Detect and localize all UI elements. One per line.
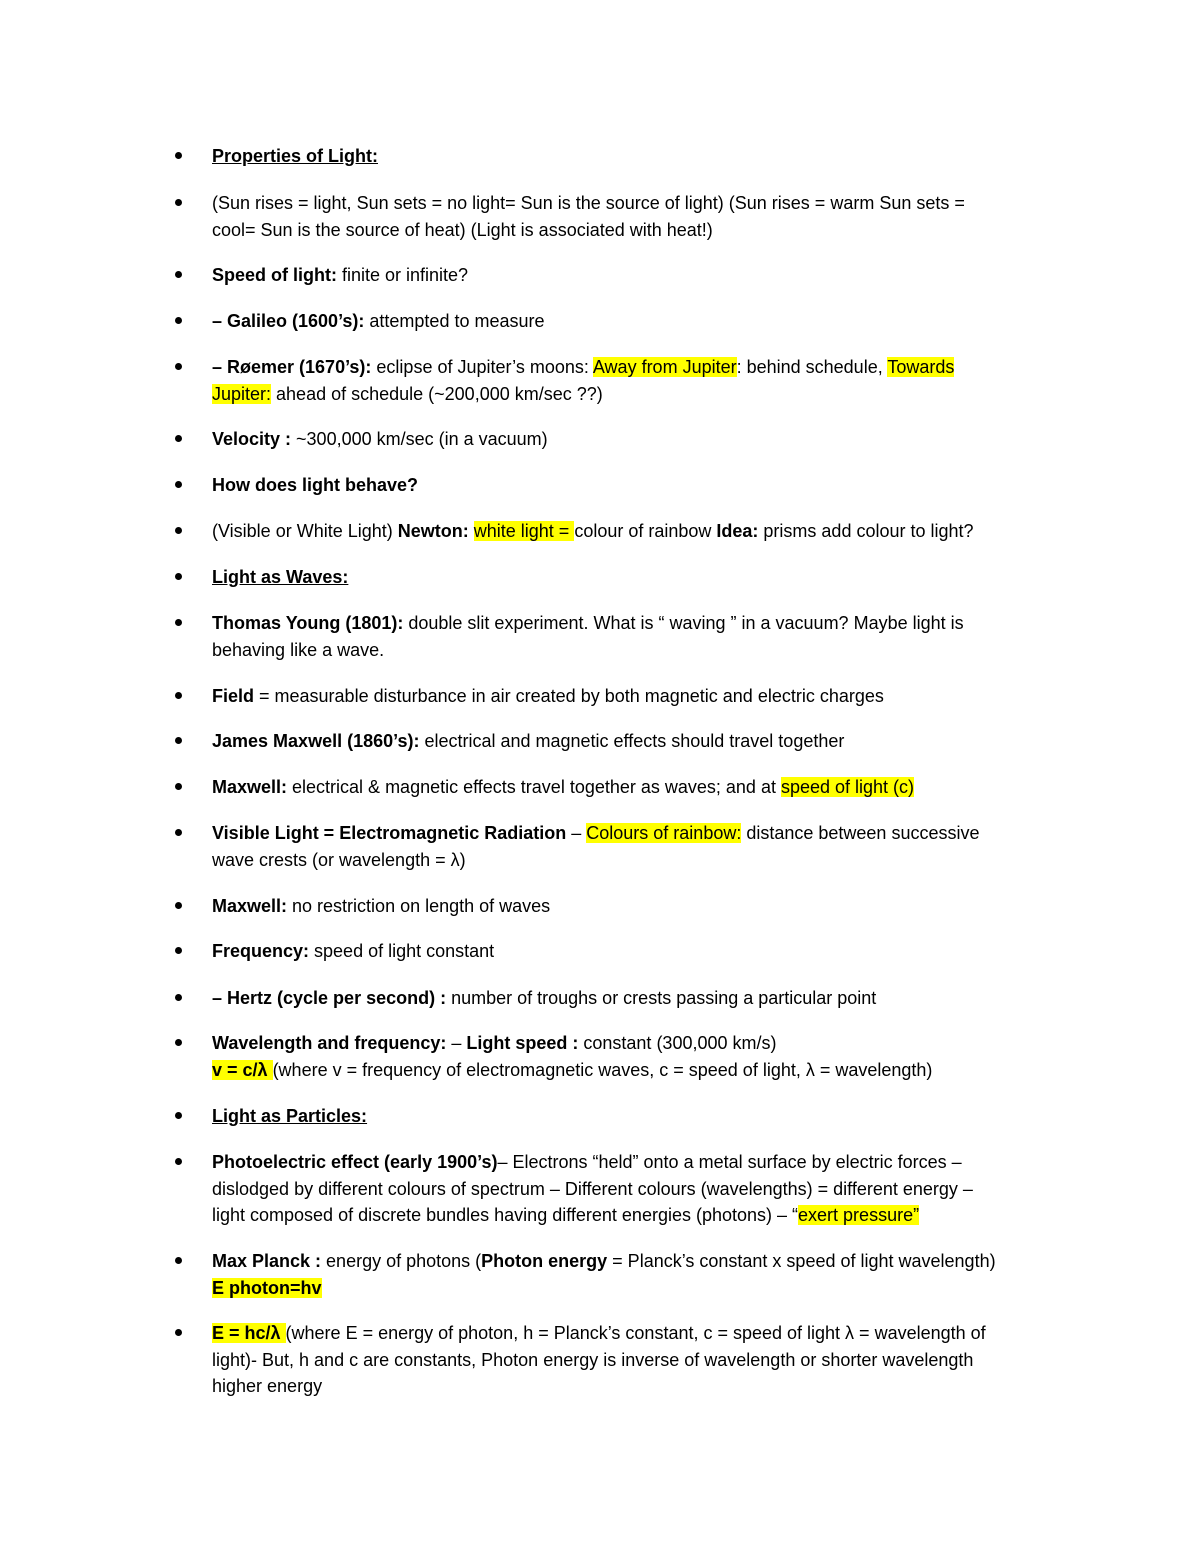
bullet-icon <box>172 262 184 288</box>
bullet-icon <box>172 354 184 380</box>
list-item <box>212 426 1062 453</box>
text-line <box>212 985 1062 1012</box>
text-line <box>212 381 1062 408</box>
text-segment: electrical and magnetic effects should travel together <box>419 731 845 751</box>
list-item <box>212 820 1062 873</box>
text-segment: constant (300,000 km/s) <box>578 1033 777 1053</box>
bold-text: Light as Particles: <box>212 1106 368 1126</box>
text-line <box>212 728 1062 755</box>
highlighted-text: E = hc/λ <box>212 1323 286 1343</box>
text-line <box>212 610 1062 637</box>
list-item <box>212 1320 1062 1400</box>
text-segment <box>469 521 474 541</box>
highlighted-text: speed of light (c) <box>780 777 915 797</box>
bullet-icon <box>172 564 184 590</box>
bullet-icon <box>172 472 184 498</box>
bullet-icon <box>172 1320 184 1346</box>
list-item <box>212 308 1062 335</box>
bold-text: Light as Waves: <box>212 567 349 587</box>
bold-text: Photon energy <box>481 1251 608 1271</box>
bold-text: Visible Light = Electromagnetic Radiation <box>212 823 567 843</box>
text-segment: speed of light constant <box>309 941 495 961</box>
text-segment: = measurable disturbance in air created by both magnetic and electric charges <box>254 686 884 706</box>
list-item <box>212 354 1062 407</box>
text-line <box>212 518 1062 545</box>
highlighted-text: Away from Jupiter <box>592 357 737 377</box>
text-segment: eclipse of Jupiter’s moons: <box>371 357 593 377</box>
text-segment: light)- But, h and c are constants, Photon energy is inverse of wavelength or shorter wavelength <box>212 1349 974 1370</box>
bold-text: – Hertz (cycle per second) : <box>212 988 447 1008</box>
bullet-icon <box>172 518 184 544</box>
bullet-icon <box>172 774 184 800</box>
text-segment: attempted to measure <box>364 311 545 331</box>
text-line <box>212 426 1062 453</box>
text-line <box>212 1030 1062 1057</box>
bold-text: How does light behave? <box>212 475 419 495</box>
text-segment: (Visible or White Light) <box>212 521 398 541</box>
text-line <box>212 1275 1062 1302</box>
text-line <box>212 1149 1062 1176</box>
text-segment: light composed of discrete bundles having different energies (photons) – “ <box>212 1205 799 1225</box>
bullet-icon <box>172 1030 184 1056</box>
bold-text: Thomas Young (1801): <box>212 613 404 633</box>
list-item <box>212 938 1062 965</box>
list-item <box>212 774 1062 801</box>
highlighted-text: v = c/λ <box>212 1059 273 1080</box>
text-line <box>212 847 1062 874</box>
text-segment: cool= Sun is the source of heat) (Light is associated with heat!) <box>212 219 713 240</box>
list-item <box>212 1103 1062 1130</box>
text-segment: higher energy <box>212 1376 323 1396</box>
list-item <box>212 190 1062 243</box>
text-segment: colour of rainbow <box>574 521 717 541</box>
text-line <box>212 820 1062 847</box>
text-segment: electrical & magnetic effects travel together as waves; and at <box>287 777 781 797</box>
bold-text: Field <box>212 686 255 706</box>
text-segment: – <box>446 1033 467 1053</box>
list-item <box>212 518 1062 545</box>
text-segment: wave crests (or wavelength = λ) <box>212 849 466 870</box>
text-line <box>212 1320 1062 1347</box>
list-item <box>212 1248 1062 1301</box>
text-segment: double slit experiment. What is “ waving ” in a vacuum? Maybe light is <box>403 613 964 633</box>
text-line <box>212 1347 1062 1374</box>
text-segment: ahead of schedule (~200,000 km/sec ??) <box>271 383 603 404</box>
list-item <box>212 262 1062 289</box>
bullet-icon <box>172 1149 184 1175</box>
list-item <box>212 143 1062 170</box>
text-segment: (where v = frequency of electromagnetic waves, c = speed of light, λ = wavelength) <box>272 1059 933 1080</box>
text-line <box>212 143 1062 170</box>
text-segment: dislodged by different colours of spectrum – Different colours (wavelengths) = different energy – <box>212 1178 973 1199</box>
bold-text: Photoelectric effect (early 1900’s) <box>212 1152 498 1172</box>
bold-text: Wavelength and frequency: <box>212 1033 447 1053</box>
bullet-icon <box>172 610 184 636</box>
text-segment: = Planck’s constant x speed of light wavelength) <box>607 1251 996 1271</box>
bullet-icon <box>172 143 184 169</box>
bullet-icon <box>172 1103 184 1129</box>
bold-text: Max Planck : <box>212 1251 322 1271</box>
text-line <box>212 938 1062 965</box>
bullet-icon <box>172 985 184 1011</box>
list-item <box>212 1030 1062 1083</box>
bold-text: Speed of light: <box>212 265 337 285</box>
bullet-icon <box>172 728 184 754</box>
bullet-icon <box>172 820 184 846</box>
text-segment: ~300,000 km/sec (in a vacuum) <box>291 429 548 449</box>
bold-text: – Galileo (1600’s): <box>212 311 365 331</box>
text-segment: behaving like a wave. <box>212 639 385 660</box>
text-line <box>212 308 1062 335</box>
text-line <box>212 1176 1062 1203</box>
text-segment: energy of photons ( <box>321 1251 482 1271</box>
bold-text: Maxwell: <box>212 777 288 797</box>
text-line <box>212 217 1062 244</box>
text-segment: : behind schedule, <box>736 357 888 377</box>
text-line <box>212 1103 1062 1130</box>
text-segment: (where E = energy of photon, h = Planck’s constant, c = speed of light λ = wavelength of <box>285 1323 986 1343</box>
bullet-icon <box>172 893 184 919</box>
list-item <box>212 610 1062 663</box>
bullet-icon <box>172 1248 184 1274</box>
list-item <box>212 683 1062 710</box>
highlighted-text: Towards <box>887 357 955 377</box>
text-segment: (Sun rises = light, Sun sets = no light= Sun is the source of light) (Sun rises = warm Sun sets = <box>212 193 965 213</box>
list-item <box>212 472 1062 499</box>
bold-text: Light speed : <box>466 1033 579 1053</box>
text-line <box>212 190 1062 217</box>
list-item <box>212 893 1062 920</box>
bullet-icon <box>172 426 184 452</box>
highlighted-text: exert pressure” <box>798 1205 920 1225</box>
highlighted-text: Jupiter: <box>212 383 272 404</box>
highlighted-text: white light = <box>473 521 575 541</box>
text-line <box>212 683 1062 710</box>
text-segment: – Electrons “held” onto a metal surface by electric forces – <box>497 1152 962 1172</box>
bullet-icon <box>172 938 184 964</box>
text-line <box>212 637 1062 664</box>
bullet-icon <box>172 308 184 334</box>
bold-text: Idea: <box>716 521 759 541</box>
bold-text: James Maxwell (1860’s): <box>212 731 420 751</box>
list-item <box>212 985 1062 1012</box>
text-segment: distance between successive <box>741 823 980 843</box>
bullet-icon <box>172 190 184 216</box>
text-line <box>212 354 1062 381</box>
bold-text: Properties of Light: <box>212 146 378 166</box>
text-line <box>212 774 1062 801</box>
list-item <box>212 564 1062 591</box>
text-line <box>212 1373 1062 1400</box>
bold-text: Frequency: <box>212 941 310 961</box>
text-segment: prisms add colour to light? <box>758 521 974 541</box>
text-line <box>212 1057 1062 1084</box>
text-line <box>212 1248 1062 1275</box>
text-segment: – <box>566 823 587 843</box>
text-segment: finite or infinite? <box>337 265 469 285</box>
highlighted-text: E photon=hv <box>212 1277 322 1298</box>
text-line <box>212 262 1062 289</box>
text-line <box>212 1202 1062 1229</box>
text-line <box>212 893 1062 920</box>
list-item <box>212 1149 1062 1229</box>
highlighted-text: Colours of rainbow: <box>586 823 742 843</box>
list-item <box>212 728 1062 755</box>
text-segment: number of troughs or crests passing a particular point <box>446 988 877 1008</box>
text-line <box>212 472 1062 499</box>
bold-text: Velocity : <box>212 429 292 449</box>
text-segment: no restriction on length of waves <box>287 896 551 916</box>
bold-text: – Røemer (1670’s): <box>212 357 372 377</box>
bullet-icon <box>172 683 184 709</box>
text-line <box>212 564 1062 591</box>
bold-text: Maxwell: <box>212 896 288 916</box>
bold-text: Newton: <box>397 521 469 541</box>
